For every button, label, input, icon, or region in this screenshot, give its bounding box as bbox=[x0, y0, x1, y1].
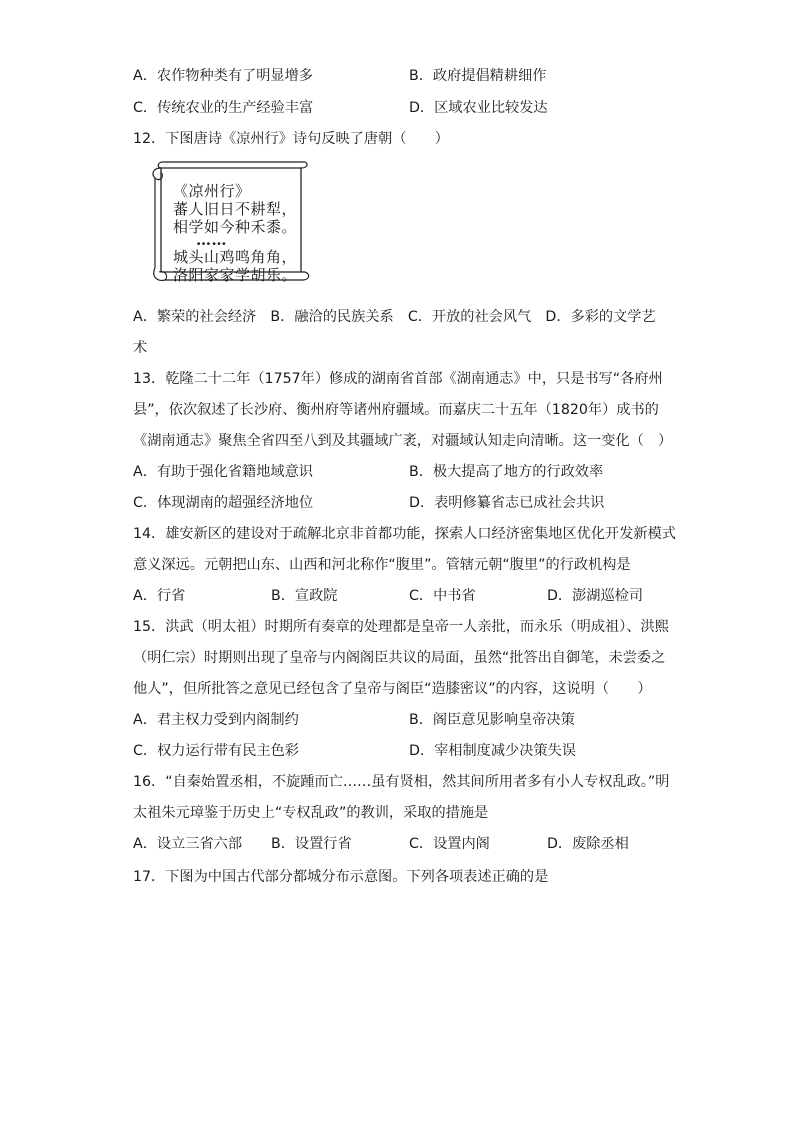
q13-stem-line-1: 13．乾隆二十二年（1757年）修成的湖南省首部《湖南通志》中，只是书写“各府州 bbox=[133, 371, 663, 387]
q11-option-a: A．农作物种类有了明显增多 bbox=[133, 68, 313, 84]
q13-option-b: B．极大提高了地方的行政效率 bbox=[409, 464, 604, 480]
q16-option-a: A．设立三省六部 bbox=[133, 836, 243, 852]
q14-option-b: B．宣政院 bbox=[271, 588, 338, 604]
q13-stem-line-2: 县”，依次叙述了长沙府、衡州府等诸州府疆域。而嘉庆二十五年（1820年）成书的 bbox=[133, 402, 659, 418]
q15-stem-line-1: 15．洪武（明太祖）时期所有奏章的处理都是皇帝一人亲批，而永乐（明成祖）、洪熙 bbox=[133, 619, 669, 635]
poem-line-1: 蕃人旧日不耕犁， bbox=[173, 200, 298, 218]
q11-option-b: B．政府提倡精耕细作 bbox=[409, 68, 547, 84]
q12-options: A．繁荣的社会经济 B．融洽的民族关系 C．开放的社会风气 D．多彩的文学艺 bbox=[133, 309, 656, 325]
q11-option-c: C．传统农业的生产经验丰富 bbox=[133, 100, 314, 116]
q15-option-d: D．宰相制度减少决策失误 bbox=[409, 743, 576, 759]
q11-option-d: D．区域农业比较发达 bbox=[409, 100, 548, 116]
q14-stem-line-2: 意义深远。元朝把山东、山西和河北称作“腹里”。管辖元朝“腹里”的行政机构是 bbox=[133, 557, 631, 573]
q16-stem-line-1: 16．“自秦始置丞相，不旋踵而亡……虽有贤相，然其间所用者多有小人专权乱政。”明 bbox=[133, 774, 670, 790]
q14-option-d: D．澎湖巡检司 bbox=[547, 588, 644, 604]
poem-line-3: 城头山鸡鸣角角， bbox=[173, 248, 298, 266]
q13-stem-line-3: 《湖南通志》聚焦全省四至八到及其疆域广袤，对疆域认知走向清晰。这一变化（ ） bbox=[133, 433, 673, 449]
poem-ellipsis: …… bbox=[196, 231, 227, 249]
q16-option-c: C．设置内阁 bbox=[409, 836, 490, 852]
q15-stem-line-2: （明仁宗）时期则出现了皇帝与内阁阁臣共议的局面，虽然“批答出自御笔，未尝委之 bbox=[133, 650, 666, 666]
poem-title: 《凉州行》 bbox=[173, 182, 251, 200]
q14-option-a: A．行省 bbox=[133, 588, 186, 604]
q12-options-wrap: 术 bbox=[133, 340, 148, 356]
q15-option-c: C．权力运行带有民主色彩 bbox=[133, 743, 299, 759]
q14-option-c: C．中书省 bbox=[409, 588, 476, 604]
q12-stem: 12．下图唐诗《凉州行》诗句反映了唐朝（ ） bbox=[133, 131, 449, 147]
q14-stem-line-1: 14．雄安新区的建设对于疏解北京非首都功能，探索人口经济密集地区优化开发新模式 bbox=[133, 526, 676, 542]
q16-option-b: B．设置行省 bbox=[271, 836, 352, 852]
poem-line-4: 洛阳家家学胡乐。 bbox=[173, 266, 298, 284]
q15-option-b: B．阁臣意见影响皇帝决策 bbox=[409, 712, 575, 728]
q16-stem-line-2: 太祖朱元璋鉴于历史上“专权乱政”的教训，采取的措施是 bbox=[133, 805, 489, 821]
q13-option-c: C．体现湖南的超强经济地位 bbox=[133, 495, 314, 511]
q13-option-d: D．表明修纂省志已成社会共识 bbox=[409, 495, 605, 511]
poem-line-2: 相学如今种禾黍。 bbox=[173, 218, 298, 236]
q15-stem-line-3: 他人”，但所批答之意见已经包含了皇帝与阁臣“造膝密议”的内容，这说明（ ） bbox=[133, 681, 652, 697]
q16-option-d: D．废除丞相 bbox=[547, 836, 629, 852]
q13-option-a: A．有助于强化省籍地域意识 bbox=[133, 464, 313, 480]
q15-option-a: A．君主权力受到内阁制约 bbox=[133, 712, 299, 728]
q17-stem: 17．下图为中国古代部分都城分布示意图。下列各项表述正确的是 bbox=[133, 869, 549, 885]
